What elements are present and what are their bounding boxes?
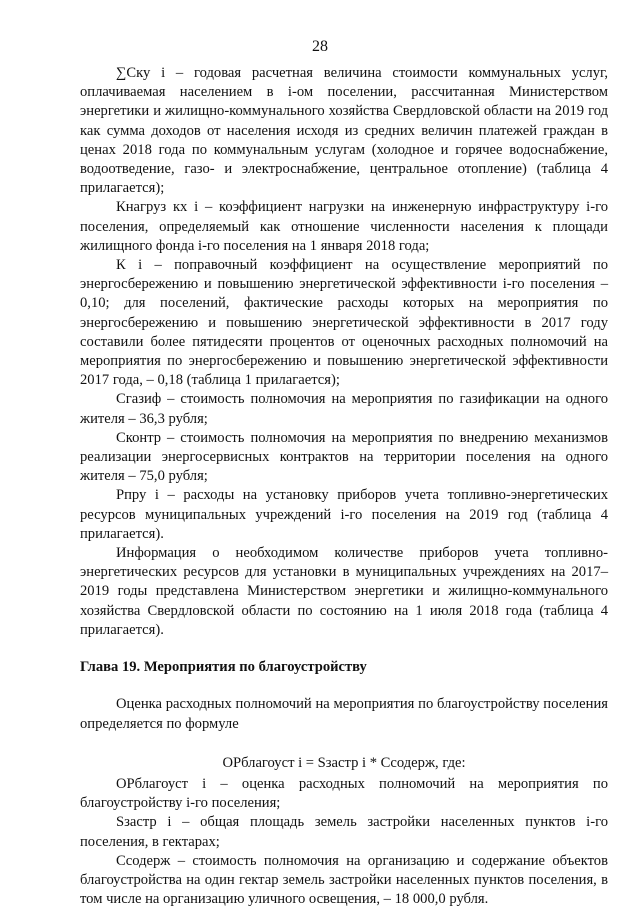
- paragraph-info: Информация о необходимом количестве приборов учета топливно-энергетических ресурсов для установки в муниципальных учреждениях на 2017–2019 годы представлена Министерством энергетики и жилищно-коммунального хозяйства Свердловской области по состоянию на 1 июля 2018 года (таблица 4 прилагается).: [80, 545, 608, 638]
- page-number: 28: [312, 38, 328, 55]
- paragraph-c-gazif: Сгазиф – стоимость полномочия на мероприятия по газификации на одного жителя – 36,3 рубля;: [80, 391, 608, 427]
- chapter-heading: Глава 19. Мероприятия по благоустройству: [80, 659, 367, 676]
- page-content: [80, 64, 608, 909]
- paragraph-intro: Оценка расходных полномочий на мероприятия по благоустройству поселения определяется по формуле: [80, 696, 608, 732]
- paragraph-k-i: К i – поправочный коэффициент на осуществление мероприятий по энергосбережению и повышению энергетической эффективности i-го поселения – 0,10; для поселений, фактические расходы которых на мероприятия по энергосбережению и повышению энергетической эффективности в 2017 году составили более пятидесяти процентов от оценочных расходных полномочий на мероприятия по энергосбережению и повышению энергетической эффективности 2017 года, – 0,18 (таблица 1 прилагается);: [80, 257, 608, 389]
- definition-c-soderzh: Cсодерж – стоимость полномочия на организацию и содержание объектов благоустройства на один гектар земель застройки населенных пунктов поселения, в том числе на организацию уличного освещения, – 18 000,0 рубля.: [80, 852, 608, 908]
- paragraph-r-pru: Рпру i – расходы на установку приборов учета топливно-энергетических ресурсов муниципальных учреждений i-го поселения на 2019 год (таблица 4 прилагается).: [80, 487, 608, 542]
- definition-s-zastr: Sзастр i – общая площадь земель застройки населенных пунктов i-го поселения, в гектарах;: [80, 814, 608, 850]
- paragraph-k-nagruz: Кнагруз кх i – коэффициент нагрузки на инженерную инфраструктуру i-го поселения, определяемый как отношение численности населения к площади жилищного фонда i-го поселения на 1 января 2018 года;: [80, 199, 608, 254]
- paragraph-sum-cku: ∑Cку i – годовая расчетная величина стоимости коммунальных услуг, оплачиваемая населением в i-ом поселении, рассчитанная Министерством энергетики и жилищно-коммунального хозяйства Свердловской области на 2019 год как сумма доходов от населения исходя из средних величин платежей граждан в ценах 2018 года по коммунальным услугам (холодное и горячее водоснабжение, водоотведение, газо- и электроснабжение, центральное отопление) (таблица 4 прилагается);: [80, 65, 608, 197]
- paragraph-c-kontr: Сконтр – стоимость полномочия на мероприятия по внедрению механизмов реализации энергосервисных контрактов на территории поселения на одного жителя – 75,0 рубля;: [80, 429, 608, 485]
- definition-or-blagoust: ОРблагоуст i – оценка расходных полномочий на мероприятия по благоустройству i-го поселения;: [80, 775, 608, 812]
- formula-line: ОРблагоуст i = Sзастр i * Cсодерж, где:: [222, 754, 466, 771]
